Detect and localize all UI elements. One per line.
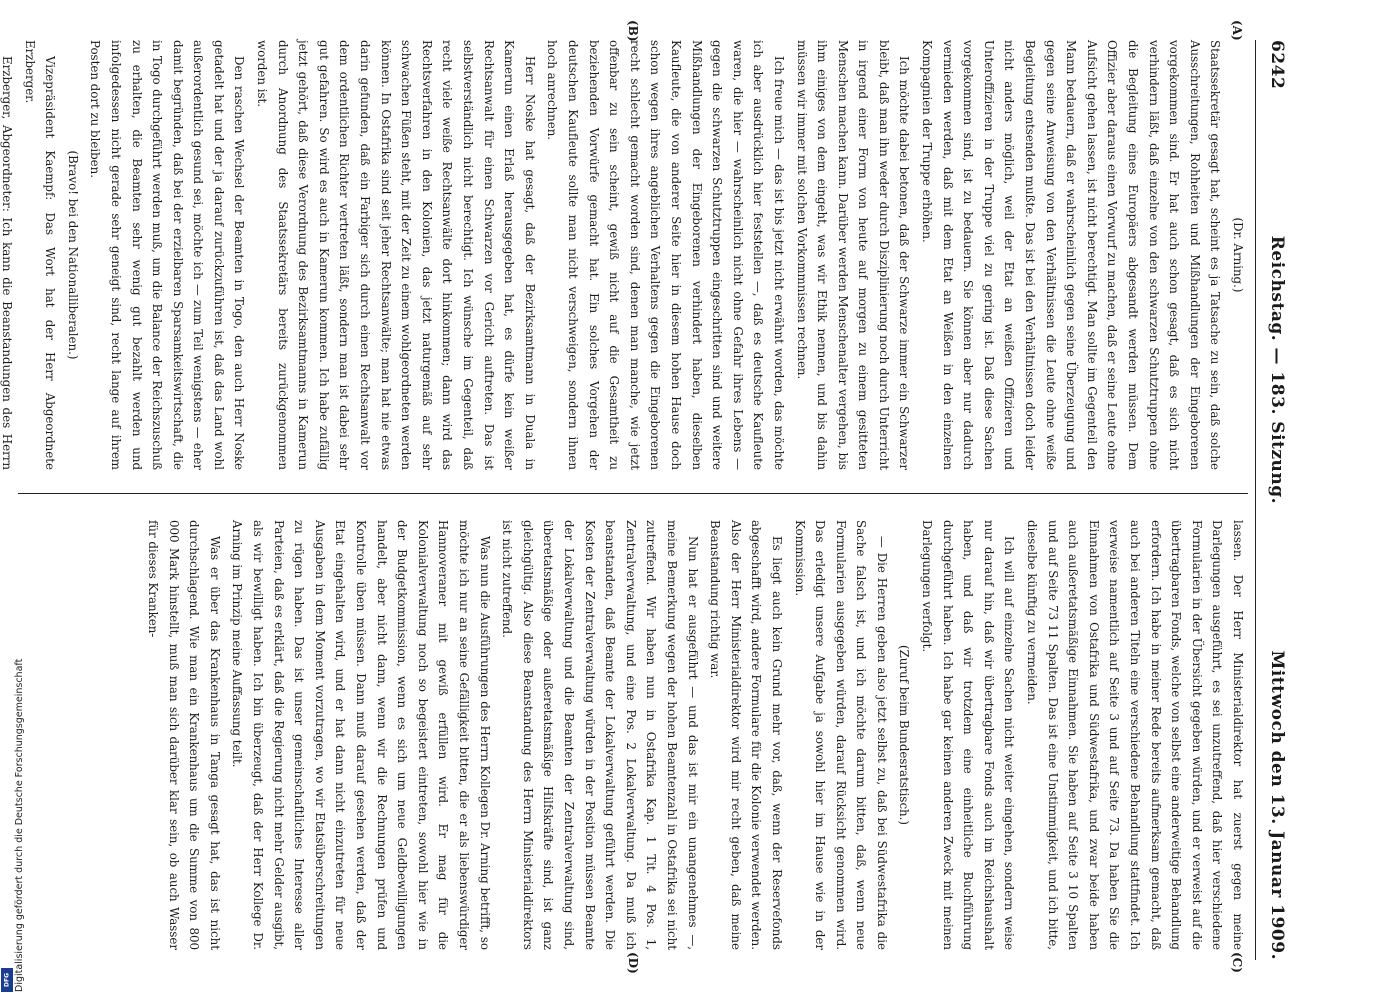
applause-note: (Bravo! bei den Nationalliberalen.) [65, 150, 80, 360]
paragraph: Es liegt auch kein Grund mehr vor, daß, wenn der Reservefonds abgeschafft wird, andere Formulare für die Kolonie verwendet werden. Also der Herr Ministerialdirektor wird mir recht geben, daß meine Beanstandung richtig war. [708, 520, 784, 950]
margin-mark-c: (C) [1230, 952, 1244, 973]
speaker-tag: (Dr. Arning.) [1231, 217, 1245, 293]
dfg-logo: DFG [1, 968, 13, 992]
paragraph: Ich will auf einzelne Sachen nicht weiter eingehen, sondern weise nur darauf hin, daß wir übertragbare Fonds auch im Reichshaushalt haben, und daß wir trotzdem eine einheitliche Buchführung durchgeführt haben. Ich habe gar keinen anderen Zweck mit meinen Darlegungen verfolgt. [920, 520, 1017, 950]
session-title: Reichstag. — 183. Sitzung. [1267, 235, 1287, 505]
margin-mark-d: (D) [626, 952, 640, 974]
paragraph: lassen. Der Herr Ministerialdirektor hat zuerst gegen meine Darlegungen ausgeführt, es sei unzutreffend, daß hier verschiedene Formularien in der Übersicht gegeben würden, und er verweist auf die übertragbaren Fonds, welche von selbst eine anderweitige Behandlung erfordern. Ich habe in meiner Rede bereits aufmerksam gemacht, daß auch bei anderen Titeln eine verschiedene Behandlung stattfindet. Ich verweise namentlich auf Seite 3 und auf Seite 73. Da haben Sie die Einnahmen von Ostafrika und Südwestafrika, und zwar beide haben auch außeretatsmäßige Einnahmen. Sie haben auf Seite 3 10 Spalten und auf Seite 73 11 Spalten. Das ist eine Unstimmigkeit, und ich bitte, dieselbe künftig zu vermeiden. [1025, 520, 1245, 950]
right-column [18, 520, 1248, 950]
margin-mark-a: (A) [1230, 20, 1244, 41]
session-date: Mittwoch den 13. Januar 1909. [1267, 650, 1287, 960]
funding-credit: Digitalisierung gefördert durch die Deutsche Forschungsgemeinschaft [14, 658, 25, 992]
header-rule [1255, 40, 1256, 960]
column-divider [18, 493, 1248, 494]
margin-mark-b: (B) [626, 20, 640, 42]
paragraph: Was nun die Ausführungen des Herrn Kollegen Dr. Arning betrifft, so möchte ich nur an seine Gefälligkeit bitten, die er als liebenswürdiger Hannoveraner mit gewiß erfüllen wird. Er mag für die Kolonialverwaltung noch so begeistert eintreten, sowohl hier wie in der Budgetkommission, wenn es sich um neue Geldbewilligungen handelt, aber nicht dann, wenn wir die Rechnungen prüfen und Kontrolle üben müssen. Dann muß darauf gesehen werden, daß der Etat eingehalten wird, und er hat dann nicht einzutreten für neue Ausgaben in dem Moment vorzutragen, wo wir Etatsüberschreitungen zu rügen haben. Das ist unser gemeinschaftliches Interesse aller Parteien, daß es erklärt, daß die Regierung nicht mehr Gelder ausgibt, als wir bewilligt haben. Ich bin überzeugt, daß der Herr Kollege Dr. Arning im Prinzip meine Auffassung teilt. [230, 520, 492, 950]
paragraph: Ich freue mich — das ist bis jetzt nicht erwähnt worden, das möchte ich aber ausdrücklich hier feststellen —, daß es deutsche Kaufleute waren, die hier — wahrscheinlich nicht ohne Gefahr ihres Lebens — gegen die schwarzen Schutztruppen eingeschritten sind und weitere Mißhandlungen der Eingeborenen verhindert haben, dieselben Kaufleute, die von anderer Seite hier in diesem hohen Hause doch schon wegen ihres angeblichen Verhaltens gegen die Eingeborenen recht schlecht gemacht worden sind, denen man manche, wie jetzt offenbar zu sein scheint, gewiß nicht auf die Gesamtheit zu beziehenden Vorwürfe gemacht hat. Ein solches Vorgehen der deutschen Kaufleute sollte man nicht verschweigen, sondern ihnen hoch anrechnen. [545, 40, 786, 470]
paragraph: — Die Herren geben also jetzt selbst zu, daß bei Südwestafrika die Sache falsch ist, und ich möchte darum bitten, daß, wenn neue Formularien ausgegeben würden, darauf Rücksicht genommen wird. Das erledigt unsere Aufgabe ja sowohl hier im Hause wie in der Kommission. [792, 520, 889, 950]
paragraph: Was er über das Krankenhaus in Tanga gesagt hat, das ist nicht durchschlagend. Wie man ein Krankenhaus um die Summe von 800 000 Mark hinstellt, muß man sich darüber klar sein, ob auch Wasser für dieses Kranken- [146, 520, 222, 950]
paragraph: Herr Noske hat gesagt, daß der Bezirksamtmann in Duala in Kamerun einen Erlaß herausgegeben hat, es dürfe kein weißer Rechtsanwalt für einen Schwarzen vor Gericht auftreten. Das ist selbstverständlich nicht berechtigt. Ich wünsche im Gegenteil, daß recht viele weiße Rechtsanwälte dort hinkommen; dann wird das Rechtsverfahren in den Kolonien, das jetzt naturgemäß auf sehr schwachen Füßen steht, mit der Zeit zu einem wohlgeordneten werden können. In Ostafrika sind seit jeher Rechtsanwälte; man hat nie etwas darin gefunden, daß ein Farbiger sich durch einen Rechtsanwalt vor dem ordentlichen Richter vertreten läßt, sondern man ist dabei sehr gut gefahren. So wird es auch in Kamerun kommen. Ich habe zufällig jetzt gehört, daß diese Verordnung des Bezirksamtmanns in Kamerun durch Anordnung des Staatssekretärs bereits zurückgenommen worden ist. [255, 40, 537, 470]
paragraph: Ich möchte dabei betonen, daß der Schwarze immer ein Schwarzer bleibt, daß man ihn weder durch Disziplinierung noch durch Unterricht in irgend einer Form von heute auf morgen zu einem gesitteten Menschen machen kann. Darüber werden Menschenalter vergehen, bis ihm einiges von dem eingeht, was wir Ethik nennen, und bis dahin müssen wir immer mit solchen Vorkommnissen rechnen. [794, 40, 912, 470]
page-header [1260, 40, 1294, 960]
page-number: 6242 [1267, 40, 1287, 90]
interjection-note: (Zuruf beim Bundesratstisch.) [897, 644, 912, 826]
left-column [0, 40, 1248, 470]
paragraph: Staatssekretär gesagt hat, scheint es ja Tatsache zu sein, daß solche Ausschreitungen, Rohheiten und Mißhandlungen der Eingeborenen vorgekommen sind. Er hat auch schon gesagt, daß es sich nicht verhindern läßt, daß einzelne von den schwarzen Schutztruppen ohne die Begleitung eines Europäers abgesandt werden müssen. Dem Offizier aber daraus einen Vorwurf zu machen, daß er seine Leute ohne Aufsicht gehen lassen, ist nicht berechtigt. Man sollte im Gegenteil den Mann bedauern, daß er wahrscheinlich gegen seine Überzeugung und gegen seine Anweisung von den Verhältnissen die Leute ohne weiße Begleitung entsenden mußte. Das ist bei den Verhältnissen doch leider nicht anders möglich, weil der Etat an weißen Offizieren und Unteroffizieren in der Truppe viel zu gering ist. Daß diese Sachen vorgekommen sind, ist zu bedauern. Sie können aber nur dadurch vermieden werden, daß mit dem Etat an Weißen in den einzelnen Kompagnien der Truppe erhöhen. [920, 40, 1223, 470]
paragraph: Vizepräsident Kaempf: Das Wort hat der Herr Abgeordnete Erzberger. [22, 40, 58, 470]
paragraph: Den raschen Wechsel der Beamten in Togo, den auch Herr Noske getadelt hat und der ja darauf zurückzuführen ist, daß das Land wohl außerordentlich gesund sei, möchte ich — zum Teil wenigstens — eher damit begründen, daß bei der erzielbaren Sparsamkeitswirtschaft, die in Togo durchgeführt werden muß, um die Balance der Reichszuschuß zu erhalten, die Beamten sehr wenig gut bezahlt werden und infolgedessen nicht gerade sehr geneigt sind, recht lange auf ihrem Posten dort zu bleiben. [88, 40, 247, 470]
paragraph: Erzberger, Abgeordneter: Ich kann die Beanstandungen des Herrn [0, 56, 14, 470]
credit-strip [0, 0, 25, 1000]
paragraph: Nun hat er ausgeführt — und das ist mir ein unangenehmes —, meine Bemerkung wegen der hohen Beamtenzahl in Ostafrika sei nicht zutreffend. Wir haben nun in Ostafrika Kap. 1 Tit. 4 Pos. 1, Zentralverwaltung, und eine Pos. 2 Lokalverwaltung. Da muß ich beanstanden, daß Beamte der Lokalverwaltung geführt werden. Die Kosten der Zentralverwaltung würden in der Position müssen Beamte der Lokalverwaltung und die Beamten der Zentralverwaltung sind, überetatsmäßige oder außeretatsmäßige Hilfskräfte sind, ist ganz gleichgültig. Also diese Beanstandung des Herrn Ministerialdirektors ist nicht zutreffend. [500, 520, 700, 950]
